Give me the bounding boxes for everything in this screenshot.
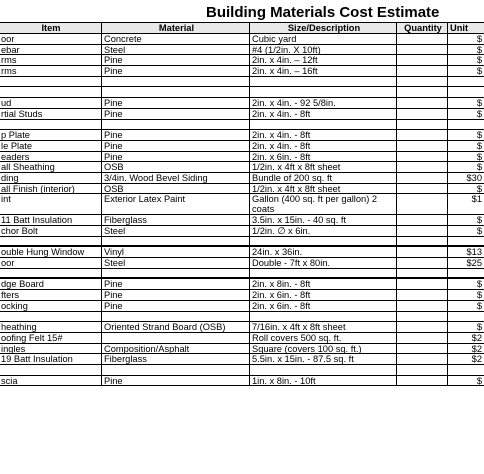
cell-size[interactable]: Bundle of 200 sq. ft [250,173,397,183]
table-row [0,290,484,301]
cell-quantity[interactable] [397,226,448,236]
table-row [0,152,484,163]
cell-quantity[interactable] [397,354,448,364]
table-row [0,77,484,88]
cell-quantity[interactable] [397,109,448,119]
cell-item[interactable]: 11 Batt Insulation [0,215,102,225]
cell-size[interactable] [250,269,397,278]
cell-item[interactable]: dge Board [0,279,102,289]
cell-material[interactable]: Concrete [102,34,250,44]
cell-item[interactable]: scia [0,376,102,386]
cell-unit[interactable]: $2 [471,343,482,354]
cell-item[interactable] [0,237,102,246]
table-row [0,194,484,215]
cell-unit[interactable]: $30 [466,172,482,183]
cell-unit[interactable]: $ [476,130,482,141]
cell-material[interactable]: Composition/Asphalt [102,344,250,354]
cell-unit[interactable]: $13 [466,247,482,258]
cell-unit[interactable]: $ [476,108,482,119]
cell-size[interactable]: 7/16in. x 4ft x 8ft sheet [250,322,397,332]
table-row [0,130,484,141]
cost-estimate-table [0,22,484,386]
table-row [0,34,484,45]
table-row [0,45,484,56]
cell-size[interactable] [250,365,397,375]
cell-material[interactable]: Oriented Strand Board (OSB) [102,322,250,332]
cell-unit[interactable]: $ [476,290,482,301]
cell-size[interactable]: 2in. x 6in. - 8ft [250,301,397,311]
cell-material[interactable]: Pine [102,290,250,300]
cell-item[interactable]: chor Bolt [0,226,102,236]
table-row [0,247,484,258]
cell-material[interactable]: Pine [102,66,250,76]
cell-quantity[interactable] [397,301,448,311]
cell-quantity[interactable] [397,120,448,130]
cell-quantity[interactable] [397,173,448,183]
header-material: Material [102,23,250,33]
cell-size[interactable]: Roll covers 500 sq. ft. [250,333,397,343]
cell-unit[interactable] [448,237,484,246]
cell-material[interactable]: Pine [102,301,250,311]
cell-quantity[interactable] [397,312,448,322]
cell-material[interactable]: OSB [102,162,250,172]
cell-quantity[interactable] [397,77,448,87]
cell-size[interactable] [250,120,397,130]
cell-item[interactable]: rms [0,66,102,76]
cell-item[interactable]: oofing Felt 15# [0,333,102,343]
cell-quantity[interactable] [397,322,448,332]
cell-unit[interactable]: $ [476,66,482,77]
cell-item[interactable]: heathing [0,322,102,332]
cell-unit[interactable]: $2 [471,354,482,365]
cell-quantity[interactable] [397,34,448,44]
table-row [0,55,484,66]
cell-size[interactable]: Cubic yard [250,34,397,44]
cell-size[interactable]: 2in. x 8in. - 8ft [250,279,397,289]
cell-unit[interactable]: $ [476,300,482,311]
cell-size[interactable] [250,312,397,322]
table-row [0,98,484,109]
table-row [0,354,484,365]
cell-material[interactable]: Fiberglass [102,215,250,225]
cell-size[interactable]: 2in. x 4in. – 16ft [250,66,397,76]
cell-item[interactable] [0,269,102,278]
cell-material[interactable]: Pine [102,152,250,162]
cell-size[interactable]: 1/2in. x 4ft x 8ft sheet [250,162,397,172]
cell-size[interactable]: 5.5in. x 15in. - 87.5 sq. ft [250,354,397,364]
cell-item[interactable]: oor [0,34,102,44]
table-row [0,322,484,333]
cell-material[interactable]: Pine [102,141,250,151]
cell-size[interactable]: 2in. x 6in. - 8ft [250,152,397,162]
table-row [0,162,484,173]
cell-item[interactable]: rms [0,55,102,65]
cell-material[interactable] [102,365,250,375]
cell-size[interactable]: 24in. x 36in. [250,247,397,257]
cell-unit[interactable]: $ [476,226,482,236]
cell-quantity[interactable] [397,162,448,172]
cell-quantity[interactable] [397,237,448,246]
cell-quantity[interactable] [397,269,448,278]
cell-size[interactable]: 1/2in. x 4ft x 8ft sheet [250,184,397,194]
cell-item[interactable] [0,365,102,375]
table-row [0,66,484,77]
cell-size[interactable] [250,237,397,246]
cell-material[interactable]: Pine [102,109,250,119]
cell-material[interactable]: Pine [102,98,250,108]
header-unit: Unit [450,23,469,33]
table-header-row [0,22,484,34]
table-row [0,109,484,120]
cell-unit[interactable]: $ [476,375,482,386]
page-title: Building Materials Cost Estimate [206,4,440,21]
cell-material[interactable] [102,312,250,322]
cell-item[interactable]: ding [0,173,102,183]
header-item: Item [0,23,102,33]
cell-unit[interactable] [448,87,484,97]
cell-item[interactable]: ouble Hung Window [0,247,102,257]
cell-unit[interactable]: $ [476,140,482,151]
cell-quantity[interactable] [397,152,448,162]
cell-unit[interactable] [448,312,484,322]
cell-unit[interactable] [448,120,484,130]
cell-material[interactable]: Exterior Latex Paint [102,194,250,214]
table-row [0,279,484,290]
cell-size[interactable]: Double - 7ft x 80in. [250,258,397,268]
cell-unit[interactable]: $1 [471,194,482,205]
cell-item[interactable]: fters [0,290,102,300]
cell-material[interactable] [102,87,250,97]
cell-size[interactable]: 2in. x 4in. - 8ft [250,130,397,140]
cell-item[interactable]: int [0,194,102,214]
cell-material[interactable] [102,333,250,343]
cell-material[interactable] [102,120,250,130]
cell-unit[interactable]: $ [476,151,482,162]
table-row [0,87,484,98]
cell-quantity[interactable] [397,194,448,214]
cell-item[interactable]: all Sheathing [0,162,102,172]
header-quantity: Quantity [397,23,448,33]
cell-unit[interactable]: $ [476,279,482,290]
cell-quantity[interactable] [397,184,448,194]
cell-item[interactable]: ud [0,98,102,108]
table-row [0,141,484,152]
cell-unit[interactable]: $25 [466,258,482,269]
cell-unit[interactable]: $ [476,183,482,194]
cell-size[interactable]: 2in. x 4in. – 12ft [250,55,397,65]
cell-quantity[interactable] [397,279,448,289]
cell-size[interactable]: Square (covers 100 sq. ft.) [250,344,397,354]
cell-unit[interactable]: $ [476,34,482,44]
cell-material[interactable]: Fiberglass [102,354,250,364]
cell-material[interactable]: Pine [102,376,250,386]
cell-quantity[interactable] [397,344,448,354]
cell-size[interactable]: 2in. x 4in. - 8ft [250,109,397,119]
cell-size[interactable] [250,87,397,97]
cell-quantity[interactable] [397,130,448,140]
cell-item[interactable]: all Finish (interior) [0,184,102,194]
table-row [0,333,484,344]
cell-quantity[interactable] [397,258,448,268]
table-row [0,312,484,323]
cell-material[interactable]: 3/4in. Wood Bevel Siding [102,173,250,183]
cell-material[interactable]: OSB [102,184,250,194]
cell-material[interactable]: Steel [102,45,250,55]
cell-size[interactable]: 2in. x 4in. - 8ft [250,141,397,151]
cell-unit[interactable]: $ [476,55,482,66]
cell-material[interactable]: Pine [102,55,250,65]
cell-material[interactable]: Steel [102,258,250,268]
table-row [0,120,484,131]
cell-material[interactable]: Pine [102,130,250,140]
cell-quantity[interactable] [397,247,448,257]
cell-item[interactable]: oor [0,258,102,268]
table-row [0,344,484,355]
cell-quantity[interactable] [397,215,448,225]
cell-size[interactable]: 1in. x 8in. - 10ft [250,376,397,386]
cell-quantity[interactable] [397,290,448,300]
cell-item[interactable] [0,120,102,130]
cell-material[interactable]: Pine [102,279,250,289]
cell-size[interactable]: 2in. x 4in. - 92 5/8in. [250,98,397,108]
table-row [0,269,484,280]
cell-quantity[interactable] [397,98,448,108]
table-row [0,173,484,184]
cell-size[interactable]: Gallon (400 sq. ft per gallon) 2 coats [250,194,397,214]
cell-item[interactable]: ingles [0,344,102,354]
cell-unit[interactable]: $ [476,98,482,109]
table-row [0,226,484,237]
cell-unit[interactable]: $ [476,215,482,226]
cell-unit[interactable]: $ [476,162,482,173]
cell-unit[interactable] [448,269,484,278]
cell-quantity[interactable] [397,66,448,76]
cell-item[interactable]: le Plate [0,141,102,151]
cell-size[interactable]: 2in. x 6in. - 8ft [250,290,397,300]
cell-item[interactable]: 19 Batt Insulation [0,354,102,364]
cell-unit[interactable]: $ [476,44,482,55]
table-row [0,365,484,376]
cell-size[interactable]: #4 (1/2in. X 10ft) [250,45,397,55]
table-row [0,184,484,195]
cell-quantity[interactable] [397,376,448,386]
cell-unit[interactable] [448,365,484,375]
cell-unit[interactable]: $ [476,322,482,333]
cell-material[interactable]: Vinyl [102,247,250,257]
header-size: Size/Description [250,23,397,33]
table-row [0,258,484,269]
cell-item[interactable]: ocking [0,301,102,311]
cell-quantity[interactable] [397,365,448,375]
table-row [0,301,484,312]
cell-item[interactable] [0,312,102,322]
table-row [0,215,484,226]
cell-material[interactable] [102,77,250,87]
cell-quantity[interactable] [397,333,448,343]
cell-item[interactable] [0,87,102,97]
cell-size[interactable] [250,77,397,87]
cell-item[interactable] [0,77,102,87]
cell-quantity[interactable] [397,141,448,151]
cell-unit[interactable]: $2 [471,332,482,343]
table-row [0,376,484,387]
cell-quantity[interactable] [397,55,448,65]
cell-material[interactable]: Steel [102,226,250,236]
cell-unit[interactable] [448,77,484,87]
cell-item[interactable]: eaders [0,152,102,162]
cell-item[interactable]: p Plate [0,130,102,140]
cell-quantity[interactable] [397,45,448,55]
cell-quantity[interactable] [397,87,448,97]
table-row [0,237,484,248]
cell-material[interactable] [102,269,250,278]
cell-material[interactable] [102,237,250,246]
cell-item[interactable]: rtial Studs [0,109,102,119]
cell-size[interactable]: 3.5in. x 15in. - 40 sq. ft [250,215,397,225]
cell-item[interactable]: ebar [0,45,102,55]
cell-size[interactable]: 1/2in. ∅ x 6in. [250,226,397,236]
